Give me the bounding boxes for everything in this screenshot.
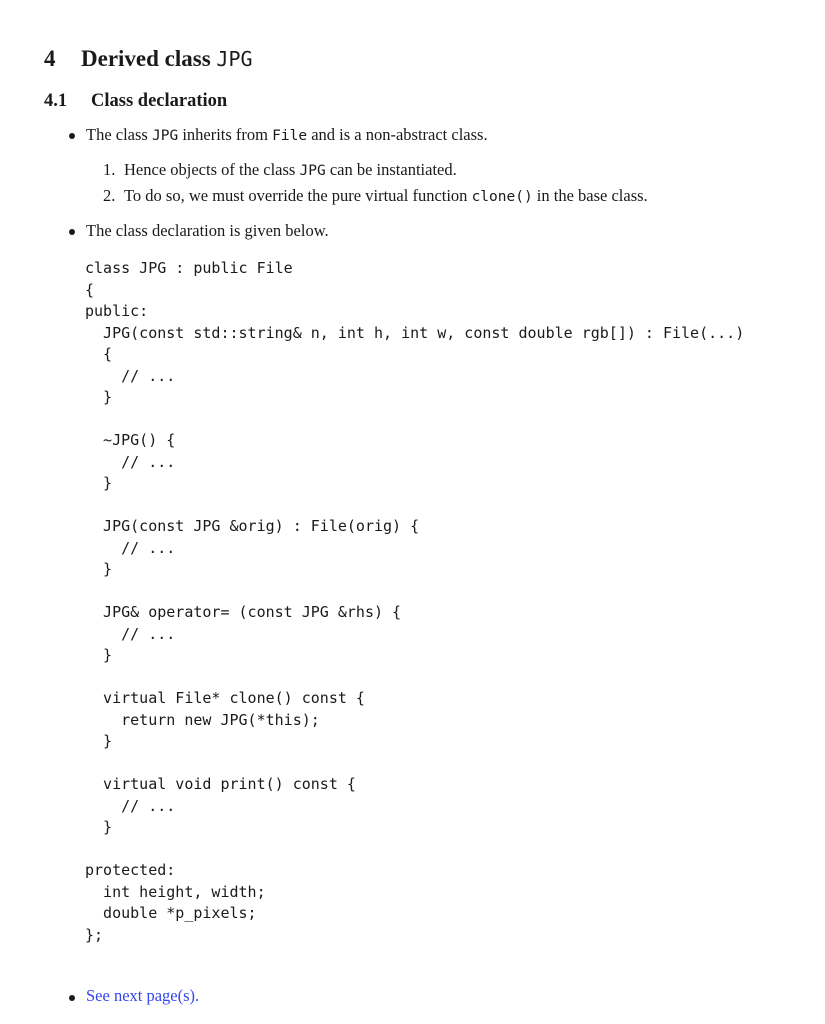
bullet-dot xyxy=(69,133,75,139)
code-line: return new JPG(*this); xyxy=(85,710,320,729)
code-line: public: xyxy=(85,302,149,320)
code-line: // ... xyxy=(85,538,176,557)
inline-code: JPG xyxy=(151,128,179,144)
bullet-dot xyxy=(69,995,75,1001)
bullet-dot xyxy=(69,229,75,235)
code-block xyxy=(85,258,744,946)
bullet-text: The class xyxy=(86,125,148,144)
enum-label: 2. xyxy=(103,186,116,205)
code-line: // ... xyxy=(85,624,176,643)
code-line: double *p_pixels; xyxy=(85,904,257,922)
code-line: protected: xyxy=(85,861,176,879)
code-line: // ... xyxy=(85,452,176,471)
code-line xyxy=(85,581,744,603)
code-line: JPG& operator= (const JPG &rhs) { xyxy=(85,603,402,621)
inline-code: clone() xyxy=(471,189,533,205)
bullet-text: inherits from xyxy=(182,125,269,144)
code-line: } xyxy=(85,560,113,578)
section-title-code: JPG xyxy=(216,47,253,71)
enum-item-override xyxy=(124,186,648,206)
section-title-text: Derived class xyxy=(81,46,211,71)
bullet-item-next-page xyxy=(86,986,199,1006)
inline-code: File xyxy=(272,128,308,144)
code-line xyxy=(85,409,744,431)
code-line: // ... xyxy=(85,796,176,815)
code-line: } xyxy=(85,474,113,492)
enum-label: 1. xyxy=(103,160,116,179)
code-line: JPG(const JPG &orig) : File(orig) { xyxy=(85,517,420,535)
enum-item-instantiation xyxy=(124,160,457,180)
code-line: } xyxy=(85,732,113,750)
code-line: class JPG : public File xyxy=(85,259,293,277)
code-line: virtual void print() const { xyxy=(85,775,356,793)
enum-text: To do so, we must override the pure virtual function xyxy=(124,186,468,205)
code-line: // ... xyxy=(85,366,176,385)
enum-text: can be instantiated. xyxy=(329,160,457,179)
section-number: 4 xyxy=(44,46,56,71)
code-line: } xyxy=(85,646,113,664)
section-heading xyxy=(44,46,253,72)
code-line xyxy=(85,839,744,861)
code-line xyxy=(85,753,744,775)
enum-text: in the base class. xyxy=(536,186,648,205)
code-line xyxy=(85,667,744,689)
inline-code: JPG xyxy=(299,163,326,179)
bullet-text: and is a non-abstract class. xyxy=(311,125,488,144)
subsection-title: Class declaration xyxy=(91,91,228,111)
bullet-item-inheritance xyxy=(86,125,488,145)
subsection-heading xyxy=(44,91,227,112)
code-line: { xyxy=(85,280,95,299)
code-line: { xyxy=(85,345,113,363)
code-line: JPG(const std::string& n, int h, int w, const double rgb[]) : File(...) xyxy=(85,323,745,342)
code-line: } xyxy=(85,818,113,836)
bullet-item-declaration xyxy=(86,221,329,241)
code-line: } xyxy=(85,388,113,406)
next-page-link[interactable]: See next page(s). xyxy=(86,986,200,1005)
code-line: ~JPG() { xyxy=(85,431,176,449)
bullet-text: The class declaration is given below. xyxy=(86,221,329,240)
code-line: }; xyxy=(85,925,104,944)
subsection-number: 4.1 xyxy=(44,91,68,111)
code-line xyxy=(85,495,744,517)
code-line: virtual File* clone() const { xyxy=(85,689,365,707)
enum-text: Hence objects of the class xyxy=(124,160,296,179)
code-line: int height, width; xyxy=(85,882,266,901)
